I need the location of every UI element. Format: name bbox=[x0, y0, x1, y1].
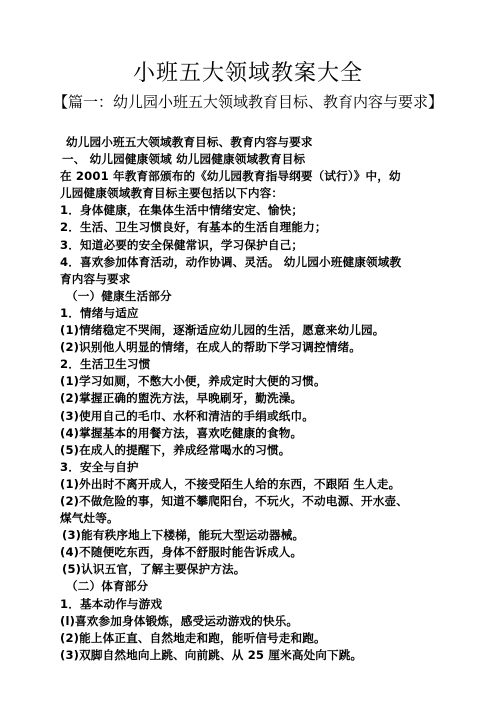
body-line: (3)能有秩序地上下楼梯，能玩大型运动器械。 bbox=[62, 528, 305, 543]
body-line: (1)情绪稳定不哭闹，逐渐适应幼儿园的生活，愿意来幼儿园。 bbox=[60, 323, 385, 338]
body-line: 幼儿园小班五大领域教育目标、教育内容与要求 bbox=[66, 135, 313, 149]
body-line: (2)掌握正确的盥洗方法，早晚刷牙，勤洗澡。 bbox=[60, 391, 303, 406]
body-line: 2．生活卫生习惯 bbox=[60, 357, 151, 372]
body-line: (2)识别他人明显的情绪，在成人的帮助下学习调控情绪。 bbox=[60, 340, 361, 355]
body-line: 1．情绪与适应 bbox=[60, 305, 139, 320]
body-line: （二）体育部分 bbox=[66, 579, 149, 594]
body-line: 1．身体健康，在集体生活中情绪安定、愉快； bbox=[60, 203, 304, 218]
body-line: (3)使用自己的毛巾、水杯和清洁的手绢或纸巾。 bbox=[60, 408, 314, 423]
body-line: (l)喜欢参加身体锻炼，感受运动游戏的快乐。 bbox=[60, 613, 299, 628]
body-line: 儿园健康领域教育目标主要包括以下内容： bbox=[60, 186, 284, 201]
body-line: （一）健康生活部分 bbox=[66, 288, 172, 303]
body-line: (4)掌握基本的用餐方法，喜欢吃健康的食物。 bbox=[60, 425, 303, 440]
body-line: (2)不做危险的事，知道不攀爬阳台，不玩火，不动电源、开水壶、 bbox=[60, 493, 408, 508]
body-line: (4)不随便吃东西，身体不舒服时能告诉成人。 bbox=[60, 545, 303, 560]
body-line: (1)学习如厕，不憋大小便，养成定时大便的习惯。 bbox=[60, 374, 326, 389]
body-line: 2．生活、卫生习惯良好，有基本的生活自理能力； bbox=[60, 220, 327, 235]
body-line: (3)双脚自然地向上跳、向前跳、从 25 厘米高处向下跳。 bbox=[60, 647, 363, 662]
body-line: 在 2001 年教育部颁布的《幼儿园教育指导纲要（试行）》中，幼 bbox=[60, 169, 401, 184]
body-line: (5)在成人的提醒下，养成经常喝水的习惯。 bbox=[60, 442, 291, 457]
body-line: 一、 幼儿园健康领域 幼儿园健康领域教育目标 bbox=[62, 152, 306, 167]
body-line: 育内容与要求 bbox=[60, 271, 131, 286]
body-line: (2)能上体正直、自然地走和跑，能听信号走和跑。 bbox=[60, 630, 326, 645]
body-line: 4．喜欢参加体育活动，动作协调、灵活。 幼儿园小班健康领域教 bbox=[60, 254, 402, 269]
body-line: (5)认识五官，了解主要保护方法。 bbox=[62, 562, 246, 577]
body-line: (1)外出时不离开成人，不接受陌生人给的东西，不跟陌 生人走。 bbox=[60, 476, 401, 491]
document-body bbox=[60, 134, 444, 664]
body-line: 煤气灶等。 bbox=[60, 511, 119, 526]
body-line: 1．基本动作与游戏 bbox=[60, 596, 163, 611]
body-line: 3．知道必要的安全保健常识，学习保护自己； bbox=[60, 237, 304, 252]
document-title: 小班五大领域教案大全 bbox=[132, 61, 363, 86]
document-subtitle: 【篇一：幼儿园小班五大领域教育目标、教育内容与要求】 bbox=[52, 93, 443, 111]
body-line: 3．安全与自护 bbox=[60, 459, 139, 474]
